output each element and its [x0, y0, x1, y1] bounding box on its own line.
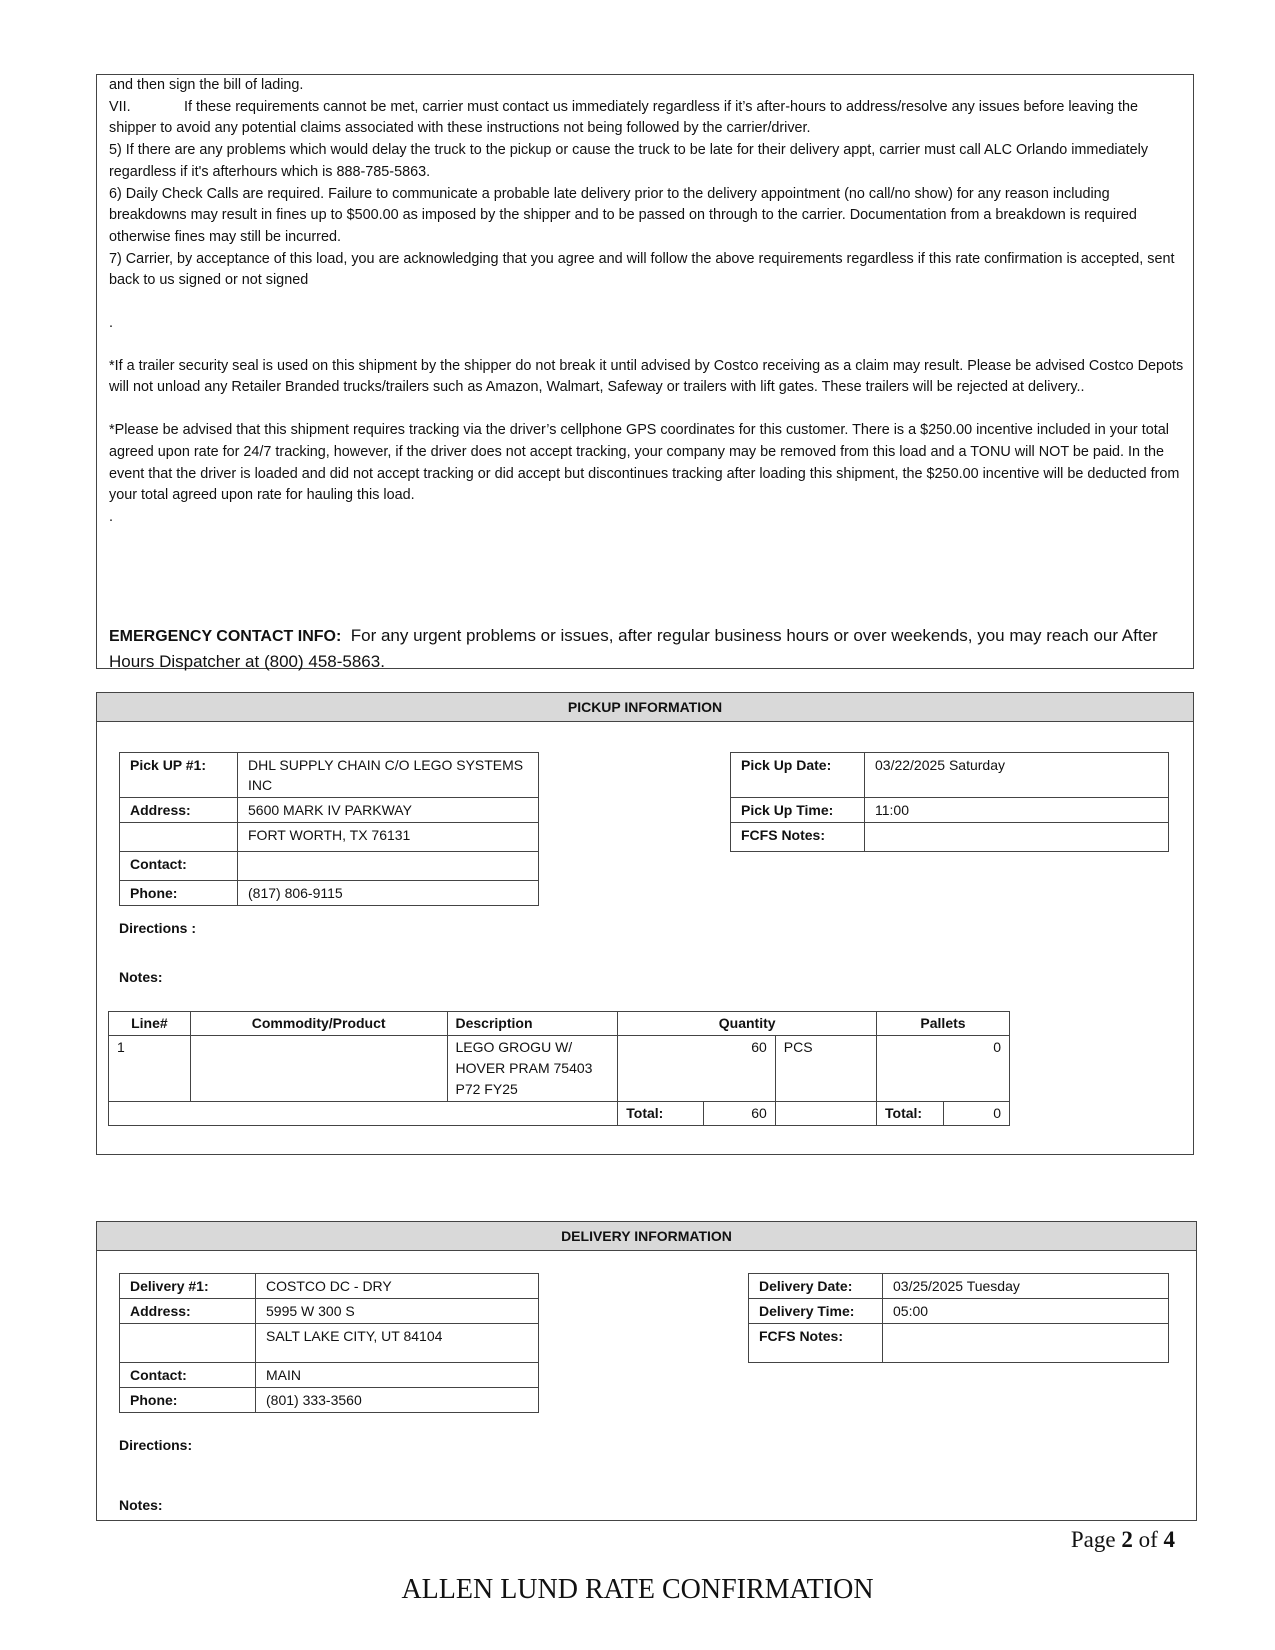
notes-label: Notes: — [119, 969, 163, 985]
commodity — [190, 1036, 447, 1102]
page-number: Page 2 of 4 — [1070, 1527, 1175, 1552]
pickup-contact — [238, 852, 539, 881]
total-pallets-label: Total: — [877, 1102, 944, 1126]
terms-clause-5: 5) If there are any problems which would delay the truck to the pickup or cause the truck to be late for their delivery appt, carrier must call ALC Orlando immediately regardless if it's afterhours which is 888-785-5863. — [109, 142, 1149, 180]
terms-clause-6: 6) Daily Check Calls are required. Failure to communicate a probable late delivery prior to the delivery appointment (no call/no show) for any reason including breakdowns may result in fines up to $500.00 as imposed by the shipper and to be passed on through to the carrier. Documentation from a breakdown is required otherwise fines may still be incurred. — [109, 185, 1137, 245]
commodity-header-row — [109, 1012, 1010, 1036]
address-label: Address: — [120, 1299, 256, 1324]
total-pallets: 0 — [944, 1102, 1010, 1126]
pickup-address1: 5600 MARK IV PARKWAY — [238, 798, 539, 823]
terms-tracking-notice: *Please be advised that this shipment requires tracking via the driver’s cellphone GPS coordinates for this customer. There is a $250.00 incentive included in your total agreed upon rate for 24/7 tracking, however, if the driver does not accept tracking, your company may be removed from this load and a TONU will NOT be paid. In the event that the driver is loaded and did not accept tracking or did accept but discontinues tracking after loading this shipment, the $250.00 incentive will be deducted from your total agreed upon rate for hauling this load. — [109, 422, 1180, 504]
pickup-section — [96, 692, 1194, 1155]
col-description: Description — [447, 1012, 618, 1036]
delivery-contact: MAIN — [256, 1363, 539, 1388]
delivery-name: COSTCO DC - DRY — [256, 1274, 539, 1299]
delivery-time-label: Delivery Time: — [749, 1299, 883, 1324]
notes-label: Notes: — [119, 1497, 163, 1513]
line-number: 1 — [109, 1036, 191, 1102]
delivery-location-table — [119, 1273, 539, 1413]
pickup-date: 03/22/2025 Saturday — [865, 753, 1169, 798]
page-total: 4 — [1163, 1527, 1175, 1552]
emergency-label: EMERGENCY CONTACT INFO: — [109, 628, 342, 645]
pickup-location-table — [119, 752, 539, 906]
pickup-fcfs — [865, 823, 1169, 852]
pickup-time-label: Pick Up Time: — [731, 798, 865, 823]
terms-line-bill-of-lading: and then sign the bill of lading. — [109, 77, 304, 93]
delivery-date: 03/25/2025 Tuesday — [883, 1274, 1169, 1299]
col-quantity: Quantity — [618, 1012, 877, 1036]
pickup-header: PICKUP INFORMATION — [97, 693, 1193, 722]
table-row — [109, 1036, 1010, 1102]
document-title: ALLEN LUND RATE CONFIRMATION — [401, 1574, 874, 1605]
delivery-date-label: Delivery Date: — [749, 1274, 883, 1299]
delivery-address1: 5995 W 300 S — [256, 1299, 539, 1324]
terms-clause-7: 7) Carrier, by acceptance of this load, you are acknowledging that you agree and will follow the above requirements regardless if this rate confirmation is accepted, sent back to us signed or not signed — [109, 250, 1175, 289]
terms-clause-vii — [109, 97, 1184, 140]
total-qty-label: Total: — [618, 1102, 704, 1126]
totals-row — [109, 1102, 1010, 1126]
delivery-schedule-table — [748, 1273, 1169, 1363]
total-qty: 60 — [704, 1102, 776, 1126]
col-commodity: Commodity/Product — [190, 1012, 447, 1036]
phone-label: Phone: — [120, 881, 238, 906]
phone-label: Phone: — [120, 1388, 256, 1413]
page-current: 2 — [1121, 1527, 1133, 1552]
pickup-name: DHL SUPPLY CHAIN C/O LEGO SYSTEMS INC — [238, 753, 539, 798]
terms-dot: . — [109, 315, 113, 332]
pickup-schedule-table — [730, 752, 1169, 852]
delivery-fcfs — [883, 1324, 1169, 1363]
description: LEGO GROGU W/ HOVER PRAM 75403 P72 FY25 — [447, 1036, 618, 1102]
emergency-text: For any urgent problems or issues, after regular business hours or over weekends, you may reach our After Hours Dispatcher at (800) 458-5863. — [109, 626, 1158, 671]
delivery-label: Delivery #1: — [120, 1274, 256, 1299]
pickup-label: Pick UP #1: — [120, 753, 238, 798]
delivery-address2: SALT LAKE CITY, UT 84104 — [256, 1324, 539, 1363]
directions-label: Directions : — [119, 920, 197, 936]
delivery-phone: (801) 333-3560 — [256, 1388, 539, 1413]
terms-box — [96, 74, 1194, 669]
delivery-time: 05:00 — [883, 1299, 1169, 1324]
delivery-section — [96, 1221, 1197, 1521]
pickup-phone: (817) 806-9115 — [238, 881, 539, 906]
quantity-unit: PCS — [775, 1036, 876, 1102]
clause-text: If these requirements cannot be met, carrier must contact us immediately regardless if it’s after-hours to address/resolve any issues before leaving the shipper to avoid any potential claims associated with these instructions not being followed by the carrier/driver. — [109, 98, 1138, 137]
commodity-table — [108, 1011, 1010, 1126]
terms-seal-notice: *If a trailer security seal is used on this shipment by the shipper do not break it until advised by Costco receiving as a claim may result. Please be advised Costco Depots will not unload any Retailer Branded trucks/trailers such as Amazon, Walmart, Safeway or trailers with lift gates. These trailers will be rejected at delivery.. — [109, 357, 1184, 396]
pickup-date-label: Pick Up Date: — [731, 753, 865, 798]
terms-text-block — [109, 75, 1184, 529]
col-line: Line# — [109, 1012, 191, 1036]
pallets: 0 — [877, 1036, 1010, 1102]
col-pallets: Pallets — [877, 1012, 1010, 1036]
directions-label: Directions: — [119, 1437, 193, 1453]
address-label: Address: — [120, 798, 238, 823]
pickup-time: 11:00 — [865, 798, 1169, 823]
pickup-address2: FORT WORTH, TX 76131 — [238, 823, 539, 852]
clause-number: VII. — [109, 98, 131, 115]
fcfs-label: FCFS Notes: — [731, 823, 865, 852]
terms-dot: . — [109, 508, 113, 525]
quantity: 60 — [618, 1036, 775, 1102]
emergency-contact — [109, 623, 1189, 674]
contact-label: Contact: — [120, 852, 238, 881]
contact-label: Contact: — [120, 1363, 256, 1388]
delivery-header: DELIVERY INFORMATION — [97, 1222, 1196, 1251]
fcfs-label: FCFS Notes: — [749, 1324, 883, 1363]
